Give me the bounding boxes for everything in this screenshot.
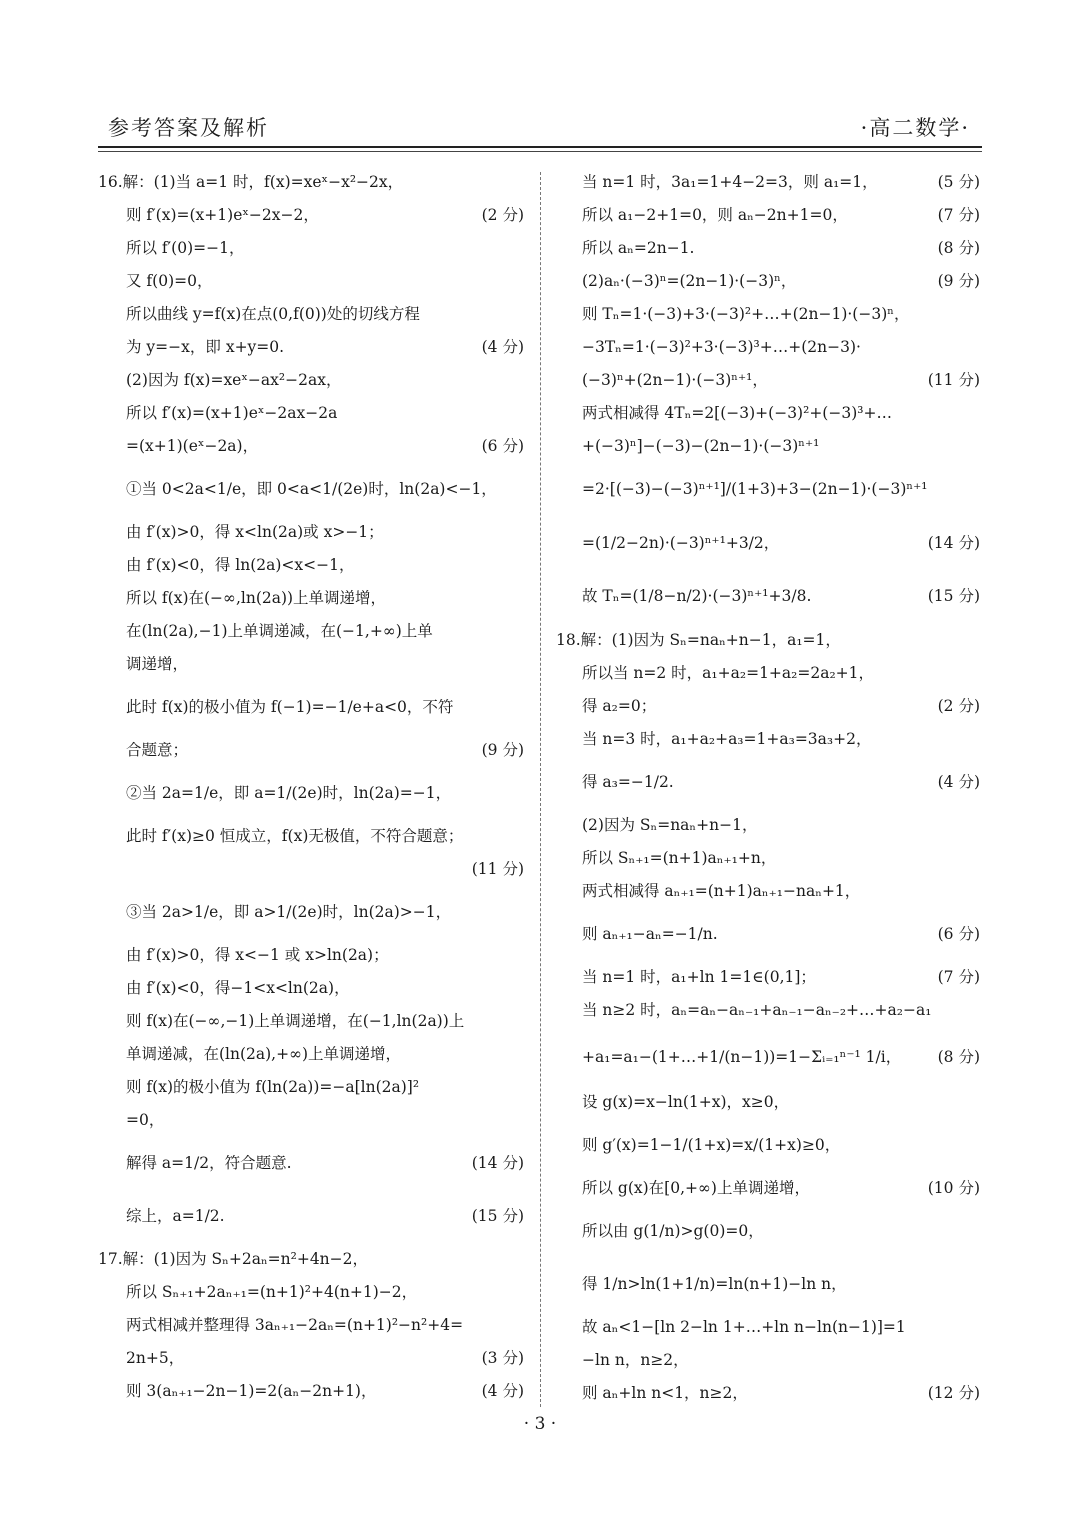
solution-line: ①当 0<2a<1/e，即 0<a<1/(2e)时，ln(2a)<−1， [126, 480, 497, 498]
score-mark: (15 分) [927, 587, 980, 605]
score-mark: (2 分) [481, 206, 524, 224]
score-mark: (11 分) [471, 860, 524, 878]
solution-line: 得 a₂=0； [582, 697, 657, 715]
solution-line: +a₁=a₁−(1+…+1/(n−1))=1−Σᵢ₌₁ⁿ⁻¹ 1/i， [582, 1048, 902, 1066]
solution-line: 则 aₙ+ln n<1，n≥2， [582, 1384, 748, 1402]
solution-line: 综上，a=1/2. [126, 1207, 225, 1225]
solution-line: 调递增， [126, 655, 189, 673]
solution-line: 得 a₃=−1/2. [582, 773, 674, 791]
solution-line: 当 n=1 时，3a₁=1+4−2=3，则 a₁=1， [582, 173, 878, 191]
page-number: · 3 · [523, 1414, 557, 1434]
solution-line: (2)因为 f(x)=xeˣ−ax²−2ax， [126, 371, 342, 389]
solution-line: 两式相减得 aₙ₊₁=(n+1)aₙ₊₁−naₙ+1， [582, 882, 861, 900]
solution-line: 所以 f(x)在(−∞,ln(2a))上单调递增， [126, 589, 387, 607]
solution-line: 所以 Sₙ₊₁+2aₙ₊₁=(n+1)²+4(n+1)−2， [126, 1283, 418, 1301]
solution-line: 两式相减得 4Tₙ=2[(−3)+(−3)²+(−3)³+… [582, 404, 892, 422]
score-mark: (4 分) [481, 338, 524, 356]
score-mark: (3 分) [481, 1349, 524, 1367]
solution-line: 合题意； [126, 741, 189, 759]
solution-line: 则 g′(x)=1−1/(1+x)=x/(1+x)≥0， [582, 1136, 841, 1154]
solution-line: 由 f′(x)<0，得−1<x<ln(2a)， [126, 979, 350, 997]
solution-line: 为 y=−x，即 x+y=0. [126, 338, 285, 356]
solution-line: =2·[(−3)−(−3)ⁿ⁺¹]/(1+3)+3−(2n−1)·(−3)ⁿ⁺¹ [582, 480, 928, 498]
solution-line: ②当 2a=1/e，即 a=1/(2e)时，ln(2a)=−1， [126, 784, 452, 802]
score-mark: (14 分) [927, 534, 980, 552]
score-mark: (8 分) [937, 239, 980, 257]
solution-line: 当 n=3 时，a₁+a₂+a₃=1+a₃=3a₃+2， [582, 730, 872, 748]
solution-line: 得 1/n>ln(1+1/n)=ln(n+1)−ln n， [582, 1275, 847, 1293]
solution-line: 在(ln(2a),−1)上单调递减，在(−1,+∞)上单 [126, 622, 433, 640]
solution-line: (−3)ⁿ+(2n−1)·(−3)ⁿ⁺¹， [582, 371, 768, 389]
score-mark: (9 分) [481, 741, 524, 759]
header-rule-thin [98, 151, 982, 152]
page-header-left: 参考答案及解析 [108, 116, 269, 140]
solution-line: 所以 g(x)在[0,+∞)上单调递增， [582, 1179, 810, 1197]
solution-line: (2)aₙ·(−3)ⁿ=(2n−1)·(−3)ⁿ， [582, 272, 797, 290]
solution-line: 此时 f′(x)≥0 恒成立，f(x)无极值，不符合题意； [126, 827, 464, 845]
solution-line: 所以由 g(1/n)>g(0)=0， [582, 1222, 764, 1240]
solution-line: =0， [126, 1111, 165, 1129]
solution-line: (2)因为 Sₙ=naₙ+n−1， [582, 816, 758, 834]
solution-line: =(x+1)(eˣ−2a)， [126, 437, 259, 455]
solution-line: 则 aₙ₊₁−aₙ=−1/n. [582, 925, 718, 943]
solution-line: 则 f′(x)=(x+1)eˣ−2x−2， [126, 206, 319, 224]
solution-line: 则 3(aₙ₊₁−2n−1)=2(aₙ−2n+1)， [126, 1382, 377, 1400]
solution-line: 又 f(0)=0， [126, 272, 213, 290]
solution-line: 所以 aₙ=2n−1. [582, 239, 695, 257]
problem-heading: 17.解：(1)因为 Sₙ+2aₙ=n²+4n−2， [98, 1250, 369, 1268]
solution-line: 当 n=1 时，a₁+ln 1=1∈(0,1]； [582, 968, 816, 986]
solution-line: 此时 f(x)的极小值为 f(−1)=−1/e+a<0，不符 [126, 698, 454, 716]
solution-line: 所以当 n=2 时，a₁+a₂=1+a₂=2a₂+1， [582, 664, 875, 682]
column-divider [540, 172, 541, 1407]
solution-line: 由 f′(x)<0，得 ln(2a)<x<−1， [126, 556, 355, 574]
header-rule [98, 146, 982, 148]
solution-line: 2n+5， [126, 1349, 185, 1367]
solution-line: 设 g(x)=x−ln(1+x)，x≥0， [582, 1093, 790, 1111]
solution-line: 则 f(x)在(−∞,−1)上单调递增，在(−1,ln(2a))上 [126, 1012, 465, 1030]
problem-heading: 18.解：(1)因为 Sₙ=naₙ+n−1，a₁=1， [556, 631, 841, 649]
score-mark: (10 分) [927, 1179, 980, 1197]
solution-line: 所以曲线 y=f(x)在点(0,f(0))处的切线方程 [126, 305, 420, 323]
solution-line: =(1/2−2n)·(−3)ⁿ⁺¹+3/2， [582, 534, 780, 552]
solution-line: ③当 2a>1/e，即 a>1/(2e)时，ln(2a)>−1， [126, 903, 452, 921]
solution-line: 故 Tₙ=(1/8−n/2)·(−3)ⁿ⁺¹+3/8. [582, 587, 812, 605]
solution-line: −ln n，n≥2， [582, 1351, 689, 1369]
solution-line: 两式相减并整理得 3aₙ₊₁−2aₙ=(n+1)²−n²+4= [126, 1316, 464, 1334]
score-mark: (4 分) [481, 1382, 524, 1400]
solution-line: 由 f′(x)>0，得 x<ln(2a)或 x>−1； [126, 523, 384, 541]
solution-line: 所以 a₁−2+1=0，则 aₙ−2n+1=0， [582, 206, 848, 224]
solution-line: 所以 f′(x)=(x+1)eˣ−2ax−2a [126, 404, 338, 422]
solution-line: −3Tₙ=1·(−3)²+3·(−3)³+…+(2n−3)· [582, 338, 861, 356]
solution-line: 由 f′(x)>0，得 x<−1 或 x>ln(2a)； [126, 946, 389, 964]
solution-line: 则 f(x)的极小值为 f(ln(2a))=−a[ln(2a)]² [126, 1078, 420, 1096]
score-mark: (7 分) [937, 968, 980, 986]
score-mark: (11 分) [927, 371, 980, 389]
score-mark: (2 分) [937, 697, 980, 715]
score-mark: (14 分) [471, 1154, 524, 1172]
solution-line: 则 Tₙ=1·(−3)+3·(−3)²+…+(2n−1)·(−3)ⁿ， [582, 305, 910, 323]
score-mark: (4 分) [937, 773, 980, 791]
score-mark: (8 分) [937, 1048, 980, 1066]
score-mark: (5 分) [937, 173, 980, 191]
score-mark: (7 分) [937, 206, 980, 224]
solution-line: 当 n≥2 时，aₙ=aₙ−aₙ₋₁+aₙ₋₁−aₙ₋₂+…+a₂−a₁ [582, 1001, 932, 1019]
problem-heading: 16.解：(1)当 a=1 时，f(x)=xeˣ−x²−2x， [98, 173, 404, 191]
solution-line: 故 aₙ<1−[ln 2−ln 1+…+ln n−ln(n−1)]=1 [582, 1318, 906, 1336]
solution-line: 所以 f′(0)=−1， [126, 239, 245, 257]
solution-line: 单调递减，在(ln(2a),+∞)上单调递增， [126, 1045, 402, 1063]
score-mark: (6 分) [481, 437, 524, 455]
score-mark: (15 分) [471, 1207, 524, 1225]
page-header-right: ·高二数学· [860, 116, 970, 140]
score-mark: (9 分) [937, 272, 980, 290]
score-mark: (12 分) [927, 1384, 980, 1402]
score-mark: (6 分) [937, 925, 980, 943]
solution-line: 解得 a=1/2，符合题意. [126, 1154, 292, 1172]
solution-line: +(−3)ⁿ]−(−3)−(2n−1)·(−3)ⁿ⁺¹ [582, 437, 820, 455]
solution-line: 所以 Sₙ₊₁=(n+1)aₙ₊₁+n， [582, 849, 777, 867]
